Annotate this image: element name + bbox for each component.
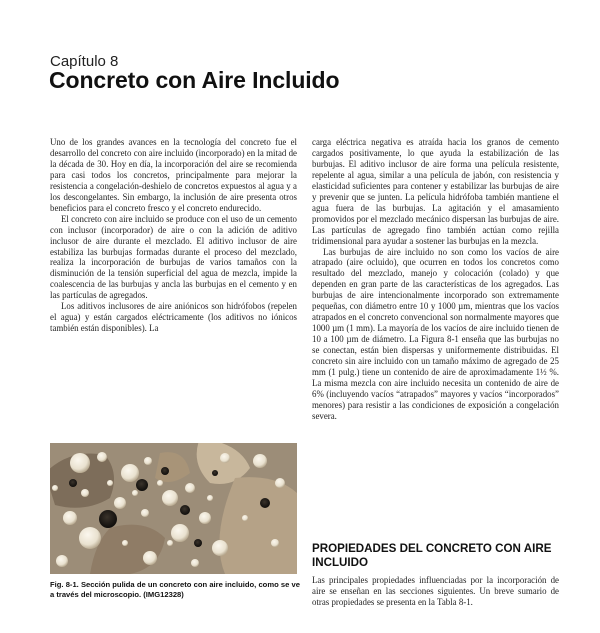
left-column <box>50 137 297 334</box>
micrograph-image <box>50 443 297 574</box>
paragraph: carga eléctrica negativa es atraída hacia los granos de cemento cargados positivamente, lo que ayuda la estabilización de las burbujas. El aditivo inclusor de aire forma una película resistente, repelente al agua, similar a una película de jabón, con resistencia y elasticidad suficientes para contener y estabilizar las burbujas de aire y prevenir que se junten. La película hidrófoba también mantiene el agua fuera de las burbujas. La agitación y el amasamiento promovidos por el mezclado mecánico dispersan las burbujas de aire. Las partículas de agregado fino también actúan como rejilla tridimensional para ayudar a sostener las burbujas en la mezcla. <box>312 137 559 246</box>
figure-caption: Fig. 8-1. Sección pulida de un concreto con aire incluido, como se ve a través del microscopio. (IMG12328) <box>50 580 300 599</box>
paragraph: Las principales propiedades influenciadas por la incorporación de aire se enseñan en las secciones siguientes. Un breve sumario de otras propiedades se presenta en la Tabla 8-1. <box>312 575 559 607</box>
paragraph: Uno de los grandes avances en la tecnología del concreto fue el desarrollo del concreto con aire incluido (incorporado) en la mitad de la década de 30. Hoy en día, la incorporación del aire se recomienda para casi todos los concretos, principalmente para mejorar la resistencia a congelación-deshielo de concretos expuestos al agua y a los descongelantes. Sin embargo, la inclusión de aire presenta otros beneficios para el concreto fresco y el concreto endurecido. <box>50 137 297 213</box>
paragraph: Las burbujas de aire incluido no son como los vacíos de aire atrapado (aire ocluido), que ocurren en todos los concretos como resultado del mezclado, manejo y colocación (colado) y que dependen en gran parte de las características de los agregados. Las burbujas de aire intencionalmente incorporado son extremamente pequeñas, con diámetro entre 10 y 1000 µm, mientras que los vacíos atrapados en el concreto convencional son normalmente mayores que 1000 µm (1 mm). La mayoría de los vacíos de aire incluido tienen de 10 a 100 µm de diámetro. La Figura 8-1 enseña que las burbujas no se conectan, están bien dispersas y uniformemente distribuidas. El concreto sin aire incluido con un tamaño máximo de agregado de 25 mm (1 pulg.) tiene un contenido de aire de aproximadamente 1½ %. La misma mezcla con aire incluido necesita un contenido de aire de 6% (incluyendo vacíos “atrapados” mayores y vacíos “incorporados” menores) para resistir a las condiciones de exposición a congelación severa. <box>312 246 559 421</box>
paragraph: El concreto con aire incluido se produce con el uso de un cemento con inclusor (incorporador) de aire o con la adición de aditivo inclusor de aire durante el mezclado. El aditivo inclusor de aire estabiliza las burbujas formadas durante el proceso del mezclado, realiza la incorporación de burbujas de varios tamaños con la disminución de la tensión superficial del agua de mezcla, impide la coalescencia de las burbujas y ancla las burbujas en el cemento y en las partículas de agregados. <box>50 213 297 301</box>
chapter-title: Concreto con Aire Incluido <box>49 67 340 93</box>
figure-concrete-micrograph <box>50 443 297 574</box>
section-body <box>312 575 559 608</box>
right-column <box>312 137 559 422</box>
paragraph: Los aditivos inclusores de aire aniónicos son hidrófobos (repelen el agua) y están cargados eléctricamente (los aditivos no iónicos también están disponibles). La <box>50 301 297 334</box>
section-heading: PROPIEDADES DEL CONCRETO CON AIRE INCLUIDO <box>312 542 552 569</box>
chapter-label: Capítulo 8 <box>50 53 119 70</box>
